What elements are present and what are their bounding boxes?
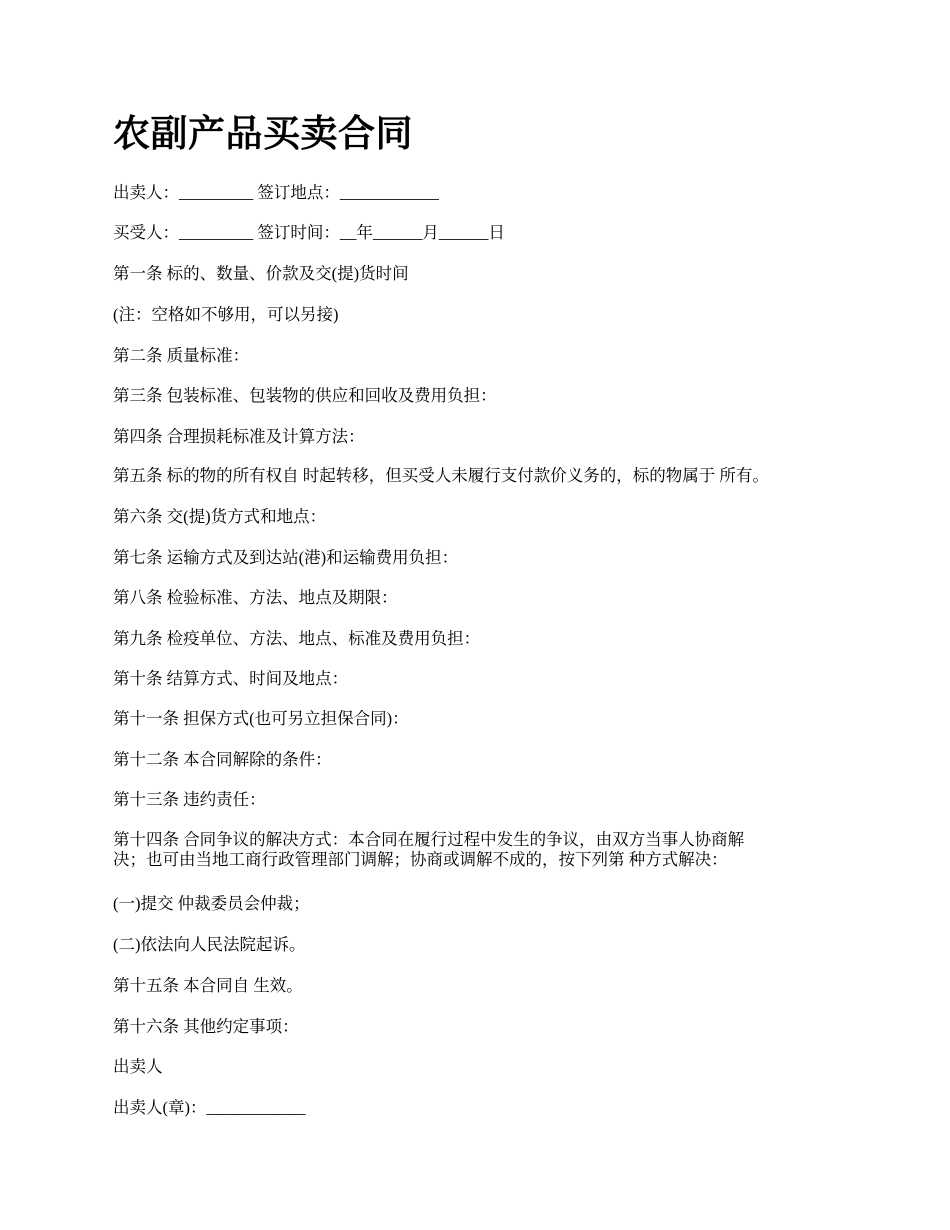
clause-14 bbox=[113, 830, 833, 870]
seller-heading: 出卖人 bbox=[113, 1057, 163, 1076]
seller-signing-place-line: 出卖人：_________ 签订地点：____________ bbox=[113, 183, 439, 202]
clause-2: 第二条 质量标准： bbox=[113, 346, 250, 365]
clause-16: 第十六条 其他约定事项： bbox=[113, 1017, 299, 1036]
clause-13: 第十三条 违约责任： bbox=[113, 790, 266, 809]
clause-1: 第一条 标的、数量、价款及交(提)货时间 bbox=[113, 264, 409, 283]
clause-6: 第六条 交(提)货方式和地点： bbox=[113, 507, 327, 526]
document-title: 农副产品买卖合同 bbox=[113, 114, 413, 155]
clause-14-line-1: 第十四条 合同争议的解决方式：本合同在履行过程中发生的争议，由双方当事人协商解 bbox=[113, 830, 745, 849]
clause-11: 第十一条 担保方式(也可另立担保合同)： bbox=[113, 709, 409, 728]
clause-7: 第七条 运输方式及到达站(港)和运输费用负担： bbox=[113, 548, 459, 567]
clause-14-line-2: 决；也可由当地工商行政管理部门调解；协商或调解不成的，按下列第 种方式解决： bbox=[113, 850, 728, 869]
clause-4: 第四条 合理损耗标准及计算方法： bbox=[113, 427, 365, 446]
clause-9: 第九条 检疫单位、方法、地点、标准及费用负担： bbox=[113, 629, 481, 648]
clause-12: 第十二条 本合同解除的条件： bbox=[113, 750, 332, 769]
clause-5: 第五条 标的物的所有权自 时起转移，但买受人未履行支付款价义务的，标的物属于 所有。 bbox=[113, 466, 769, 485]
option-litigation: (二)依法向人民法院起诉。 bbox=[113, 935, 306, 954]
option-arbitration: (一)提交 仲裁委员会仲裁； bbox=[113, 894, 310, 913]
clause-15: 第十五条 本合同自 生效。 bbox=[113, 976, 303, 995]
seller-seal-line: 出卖人(章)：____________ bbox=[113, 1098, 306, 1117]
buyer-signing-time-line: 买受人：_________ 签订时间：__年______月______日 bbox=[113, 223, 505, 242]
clause-10: 第十条 结算方式、时间及地点： bbox=[113, 669, 349, 688]
clause-3: 第三条 包装标准、包装物的供应和回收及费用负担： bbox=[113, 386, 497, 405]
clause-8: 第八条 检验标准、方法、地点及期限： bbox=[113, 588, 398, 607]
clause-1-note: (注：空格如不够用，可以另接) bbox=[113, 305, 339, 324]
